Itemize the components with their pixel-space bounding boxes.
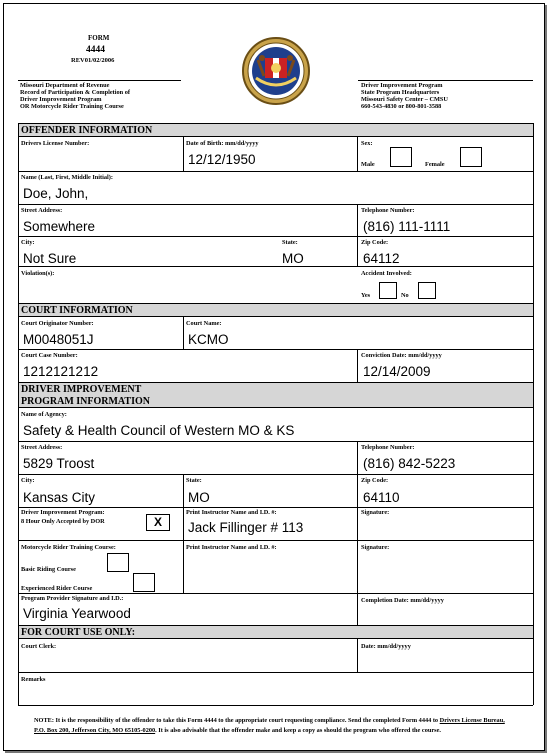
basic-label: Basic Riding Course (21, 566, 76, 573)
city-label: City: (21, 239, 35, 246)
case-field[interactable]: 1212121212 (23, 364, 99, 379)
instructor-label: Print Instructor Name and I.D. #: (186, 509, 277, 516)
footer-note (34, 716, 516, 736)
conviction-field[interactable]: 12/14/2009 (363, 364, 431, 379)
table-right-border (533, 123, 534, 705)
divider (183, 317, 184, 349)
section-court: COURT INFORMATION (18, 303, 533, 317)
table-left-border (18, 123, 19, 705)
name-field[interactable]: Doe, John, (23, 186, 89, 201)
dob-field[interactable]: 12/12/1950 (188, 152, 256, 167)
divider (18, 705, 533, 706)
accident-no-checkbox[interactable] (418, 282, 436, 299)
prog-city-label: City: (21, 477, 35, 484)
zip-field[interactable]: 64112 (363, 251, 400, 266)
form-revision: REV01/02/2006 (71, 57, 115, 64)
phone-field[interactable]: (816) 111-1111 (363, 219, 451, 234)
missouri-state-seal-icon (226, 36, 326, 106)
basic-riding-checkbox[interactable] (107, 553, 129, 572)
instructor-field[interactable]: Jack Fillinger # 113 (188, 520, 304, 535)
case-label: Court Case Number: (21, 352, 78, 359)
header-left-line4: OR Motorcycle Rider Training Course (20, 103, 124, 110)
prog-phone-label: Telephone Number: (361, 444, 415, 451)
conviction-label: Conviction Date: mm/dd/yyyy (361, 352, 442, 359)
note-part1: NOTE: It is the responsibility of the offender to take this Form 4444 to the appropriate court requesting compliance. Send the completed Form 4444 to (34, 717, 440, 724)
section-program-line2: PROGRAM INFORMATION (21, 396, 150, 407)
court-name-label: Court Name: (186, 320, 222, 327)
provider-field[interactable]: Virginia Yearwood (23, 606, 131, 621)
divider (357, 137, 358, 171)
no-label: No (401, 292, 409, 299)
header-right-line1: Driver Improvement Program (361, 82, 443, 89)
female-checkbox[interactable] (460, 147, 482, 167)
prog-street-field[interactable]: 5829 Troost (23, 456, 95, 471)
male-checkbox[interactable] (390, 147, 412, 167)
agency-label: Name of Agency: (21, 411, 67, 418)
moto-instructor-label: Print Instructor Name and I.D. #: (186, 544, 277, 551)
header-left-underline (18, 80, 181, 81)
section-offender: OFFENDER INFORMATION (18, 123, 533, 137)
clerk-label: Court Clerk: (21, 643, 57, 650)
dob-label: Date of Birth: mm/dd/yyyy (186, 140, 259, 147)
divider (357, 474, 358, 507)
section-court-use: FOR COURT USE ONLY: (18, 625, 533, 639)
note-address: Drivers License Bureau, P.O. Box 200, Jefferson City, MO 65105-0200 (34, 717, 505, 734)
accident-yes-checkbox[interactable] (379, 282, 397, 299)
experienced-rider-checkbox[interactable] (133, 573, 155, 592)
street-field[interactable]: Somewhere (23, 219, 96, 234)
female-label: Female (425, 161, 445, 168)
name-label: Name (Last, First, Middle Initial): (21, 174, 113, 181)
street-label: Street Address: (21, 207, 63, 214)
agency-field[interactable]: Safety & Health Council of Western MO & KS (23, 423, 295, 438)
court-name-field[interactable]: KCMO (188, 332, 229, 347)
prog-phone-field[interactable]: (816) 842-5223 (363, 456, 456, 471)
divider (183, 540, 184, 593)
divider (18, 204, 533, 205)
divider (18, 593, 533, 594)
divider (18, 349, 533, 350)
header-left-line2: Record of Participation & Completion of (20, 89, 131, 96)
divider (18, 474, 533, 475)
experienced-label: Experienced Rider Course (21, 585, 93, 592)
prog-city-field[interactable]: Kansas City (23, 490, 96, 505)
court-date-label: Date: mm/dd/yyyy (361, 643, 411, 650)
provider-label: Program Provider Signature and I.D.: (21, 595, 124, 602)
zip-label: Zip Code: (361, 239, 389, 246)
male-label: Male (361, 161, 375, 168)
prog-state-field[interactable]: MO (188, 490, 210, 505)
header-right-line3: Missouri Safety Center – CMSU (361, 96, 448, 103)
divider (357, 236, 358, 267)
dip-label-line2: 8 Hour Only Accepted by DOR (21, 518, 105, 525)
divider (18, 540, 533, 541)
header-right-line2: State Program Headquarters (361, 89, 440, 96)
dip-checkbox[interactable]: X (146, 514, 170, 531)
note-part2: . It is also advisable that the offender make and keep a copy as should the program who offered the course. (155, 727, 441, 734)
header-left-line3: Driver Improvement Program (20, 96, 102, 103)
sex-label: Sex: (361, 140, 373, 147)
completion-label: Completion Date: mm/dd/yyyy (361, 597, 444, 604)
remarks-label: Remarks (21, 676, 46, 683)
divider (18, 672, 533, 673)
header-left-line1: Missouri Department of Revenue (20, 82, 110, 89)
state-label: State: (282, 239, 298, 246)
divider (357, 204, 358, 237)
divider (357, 349, 358, 382)
divider (357, 507, 358, 540)
divider (183, 137, 184, 171)
divider (18, 441, 533, 442)
divider (18, 236, 533, 237)
originator-label: Court Originator Number: (21, 320, 94, 327)
divider (18, 171, 533, 172)
section-program-line1: DRIVER IMPROVEMENT (21, 384, 142, 395)
dip-label-line1: Driver Improvement Program: (21, 509, 105, 516)
signature-label: Signature: (361, 509, 390, 516)
prog-street-label: Street Address: (21, 444, 63, 451)
divider (357, 593, 358, 625)
form-number: 4444 (86, 45, 105, 55)
header-right-line4: 660-543-4830 or 800-801-3588 (361, 103, 442, 110)
header-right-underline (358, 80, 533, 81)
divider (18, 266, 533, 267)
form-label: FORM (88, 34, 110, 42)
prog-zip-label: Zip Code: (361, 477, 389, 484)
city-field[interactable]: Not Sure (23, 251, 77, 266)
divider (357, 540, 358, 593)
yes-label: Yes (361, 292, 371, 299)
moto-signature-label: Signature: (361, 544, 390, 551)
divider (357, 639, 358, 672)
phone-label: Telephone Number: (361, 207, 415, 214)
originator-field[interactable]: M0048051J (23, 332, 94, 347)
violations-label: Violation(s): (21, 270, 55, 277)
section-program (18, 382, 533, 408)
state-field[interactable]: MO (282, 251, 304, 266)
license-label: Drivers License Number: (21, 140, 90, 147)
divider (183, 474, 184, 507)
divider (18, 507, 533, 508)
prog-zip-field[interactable]: 64110 (363, 490, 400, 505)
moto-label: Motorcycle Rider Training Course: (21, 544, 116, 551)
divider (183, 507, 184, 540)
divider (357, 441, 358, 474)
accident-label: Accident Involved: (361, 270, 412, 277)
prog-state-label: State: (186, 477, 202, 484)
